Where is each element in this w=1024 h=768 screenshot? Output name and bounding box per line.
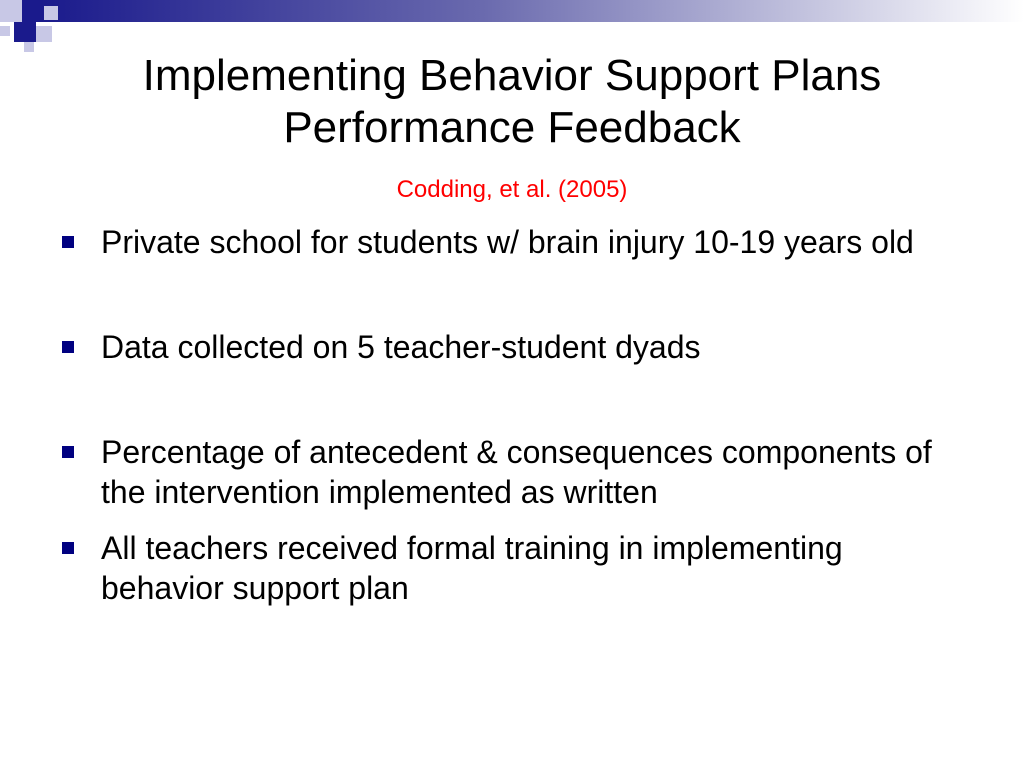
bullet-list: [62, 222, 962, 608]
bullet-item: [62, 222, 962, 262]
title-line-2: Performance Feedback: [283, 103, 741, 152]
title-line-1: Implementing Behavior Support Plans: [142, 51, 882, 100]
bullet-text: Data collected on 5 teacher-student dyads: [101, 329, 701, 365]
header-gradient-band: [0, 0, 1024, 46]
bullet-item: [62, 528, 962, 608]
square-bullet-icon: [62, 542, 74, 554]
citation-subtitle: Codding, et al. (2005): [396, 176, 628, 203]
bullet-item: [62, 327, 962, 367]
slide-title: [0, 50, 1024, 154]
bullet-text: Private school for students w/ brain injury 10-19 years old: [101, 224, 914, 260]
square-bullet-icon: [62, 446, 74, 458]
square-bullet-icon: [62, 341, 74, 353]
bullet-item: [62, 432, 962, 512]
bullet-text: All teachers received formal training in implementing behavior support plan: [101, 530, 843, 606]
square-bullet-icon: [62, 236, 74, 248]
bullet-text: Percentage of antecedent & consequences components of the intervention implemented as written: [101, 434, 932, 510]
